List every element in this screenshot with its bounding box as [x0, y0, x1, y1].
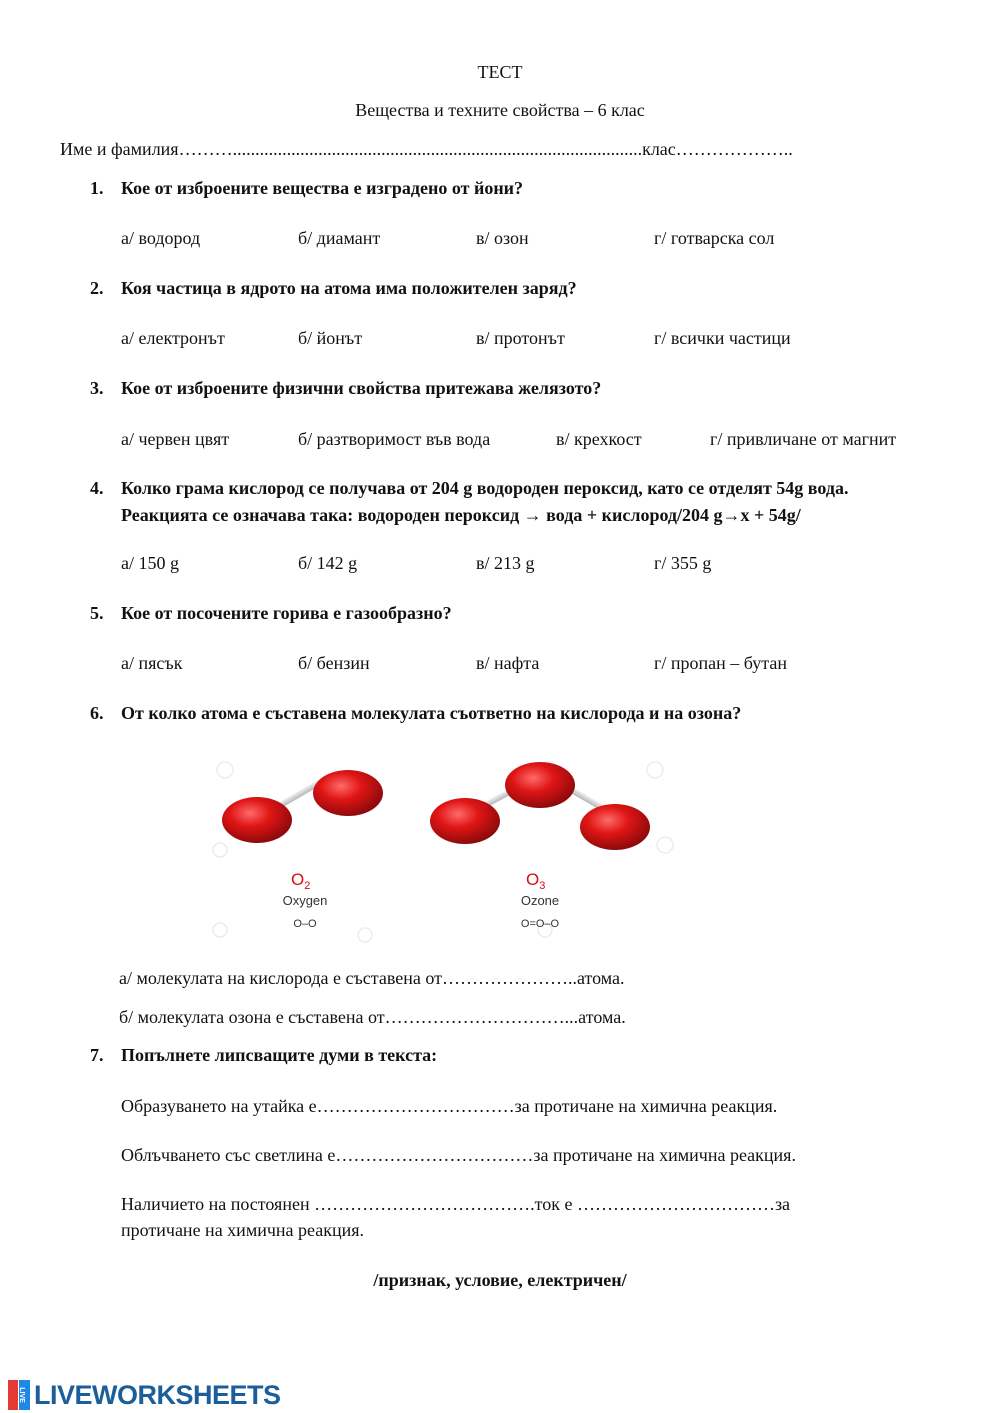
o2-name: Oxygen	[282, 893, 328, 908]
o3-formula: $O_3$	[526, 870, 546, 892]
option-d[interactable]: г/ 355 g	[654, 553, 712, 573]
question-number: 6.	[90, 703, 104, 723]
ozone-molecule	[430, 762, 650, 850]
o3-structure: O=O–O	[520, 918, 560, 930]
fill-in-line-1[interactable]: Образуването на утайка е……………………………за протичане на химична реакция.	[121, 1096, 778, 1116]
name-class-field[interactable]: Име и фамилия………...........................................................................................клас………………..	[60, 139, 793, 159]
option-b[interactable]: б/ диамант	[298, 228, 381, 248]
question-text: Колко грама кислород се получава от 204 g водороден пероксид, като се отделят 54g вода.	[121, 478, 849, 498]
answer-line-oxygen[interactable]: а/ молекулата на кислорода е съставена от…………………..атома.	[119, 968, 625, 988]
option-c[interactable]: в/ 213 g	[476, 553, 535, 573]
option-a[interactable]: а/ водород	[121, 228, 201, 248]
answer-line-ozone[interactable]: б/ молекулата озона е съставена от…………………………...атома.	[119, 1007, 626, 1027]
question-number: 7.	[90, 1045, 104, 1065]
option-d[interactable]: г/ готварска сол	[654, 228, 775, 248]
option-b[interactable]: б/ йонът	[298, 328, 363, 348]
fill-in-line-3-cont: протичане на химична реакция.	[121, 1220, 364, 1240]
question-number: 3.	[90, 378, 104, 398]
option-c[interactable]: в/ протонът	[476, 328, 565, 348]
liveworksheets-logo	[8, 1379, 281, 1411]
o2-formula: $O_2$	[291, 870, 311, 892]
question-text: Кое от изброените вещества е изградено от йони?	[121, 178, 524, 198]
option-a[interactable]: а/ червен цвят	[121, 429, 230, 449]
page-title: ТЕСТ	[477, 62, 523, 82]
option-a[interactable]: а/ пясък	[121, 653, 183, 673]
page-subtitle: Вещества и техните свойства – 6 клас	[355, 100, 645, 120]
question-text: Попълнете липсващите думи в текста:	[121, 1045, 438, 1065]
o2-structure: O–O	[293, 918, 317, 930]
option-c[interactable]: в/ крехкост	[556, 429, 642, 449]
question-text: Кое от посочените горива е газообразно?	[121, 603, 452, 623]
oxygen-molecule	[222, 770, 383, 843]
svg-text:LIVE: LIVE	[18, 1387, 25, 1403]
question-4-reaction: Реакцията се означава така: водороден пероксид → вода + кислород/204 g→х + 54g/	[121, 505, 801, 525]
option-c[interactable]: в/ озон	[476, 228, 529, 248]
question-number: 4.	[90, 478, 104, 498]
option-d[interactable]: г/ привличане от магнит	[710, 429, 897, 449]
word-hint: /признак, условие, електричен/	[373, 1270, 627, 1290]
option-d[interactable]: г/ пропан – бутан	[654, 653, 787, 673]
o3-name: Ozone	[520, 893, 560, 908]
option-b[interactable]: б/ разтворимост във вода	[298, 429, 491, 449]
question-number: 5.	[90, 603, 104, 623]
question-text: От колко атома е съставена молекулата съответно на кислорода и на озона?	[121, 703, 742, 723]
option-c[interactable]: в/ нафта	[476, 653, 540, 673]
option-b[interactable]: б/ бензин	[298, 653, 370, 673]
fill-in-line-2[interactable]: Облъчването със светлина е……………………………за протичане на химична реакция.	[121, 1145, 796, 1165]
option-d[interactable]: г/ всички частици	[654, 328, 791, 348]
question-text: Кое от изброените физични свойства притежава желязото?	[121, 378, 602, 398]
option-a[interactable]: а/ 150 g	[121, 553, 179, 573]
liveworksheets-logo-icon	[8, 1380, 30, 1410]
question-number: 1.	[90, 178, 104, 198]
molecule-diagram	[195, 745, 695, 945]
option-a[interactable]: а/ електронът	[121, 328, 225, 348]
option-b[interactable]: б/ 142 g	[298, 553, 358, 573]
brand-name: LIVEWORKSHEETS	[34, 1379, 281, 1410]
question-number: 2.	[90, 278, 104, 298]
fill-in-line-3[interactable]: Наличието на постоянен ……………………………….ток е ……………………………за	[121, 1194, 791, 1214]
question-text: Коя частица в ядрото на атома има положителен заряд?	[121, 278, 577, 298]
